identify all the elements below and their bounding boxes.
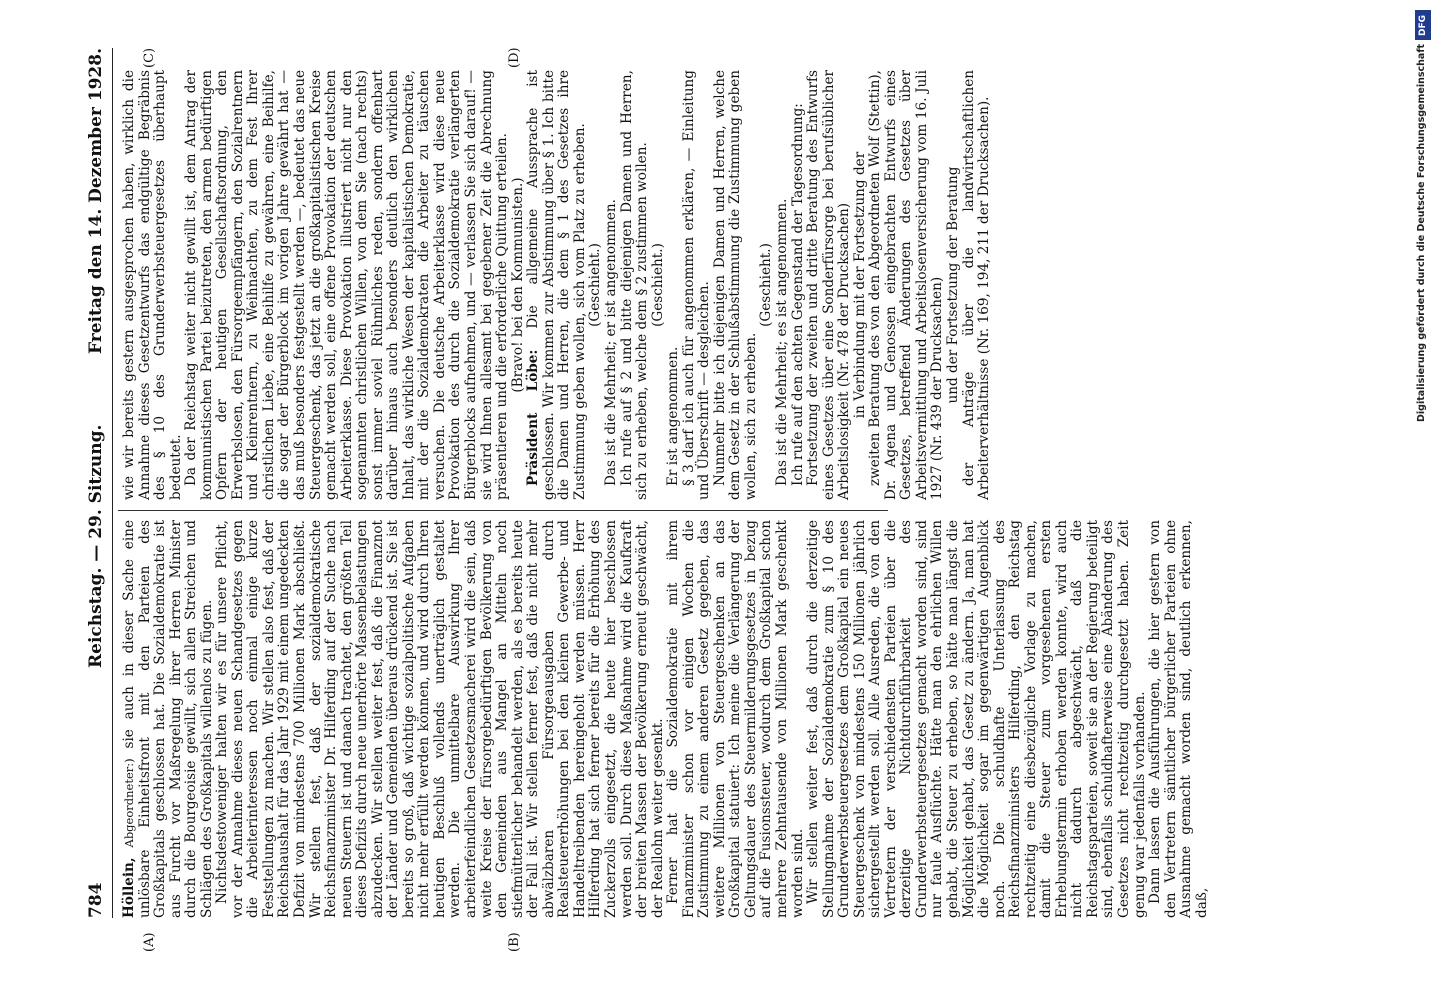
procedure-note-1: (Geschieht.) — [587, 243, 604, 327]
left-paragraph-5: Dann lassen die Ausführungen, die hier gestern von den Vertretern sämtlicher bürgerlicher Parteien ohne Ausnahme gemacht worden sind, deutlich erkennen, daß, — [1147, 520, 1210, 918]
left-column — [121, 520, 1210, 918]
margin-mark-b: (B) — [507, 932, 522, 952]
speaker-name: Höllein, — [121, 857, 137, 918]
page-header — [82, 48, 113, 918]
right-paragraph-1: wie wir bereits gestern ausgesprochen haben, wirklich die Annahme dieses Gesetzentwurfs das endgültige Begräbnis des § 10 des Grunderwerbsteuergesetzes überhaupt bedeutet. — [121, 70, 184, 500]
session-date: Freitag den 14. Dezember 1928. — [86, 48, 106, 354]
speaker-note: Abgeordneter:) — [122, 758, 136, 848]
applause-note: (Bravo! bei den Kommunisten.) — [509, 177, 526, 393]
right-paragraph-13: Das ist die Mehrheit; es ist angenommen. — [773, 198, 790, 486]
dfg-logo-icon: DFG — [1415, 10, 1431, 40]
agenda-item-3: der Anträge über die landwirtschaftlichen Arbeiterverhältnisse (Nr. 169, 194, 211 der Drucksachen). — [960, 70, 993, 500]
right-column — [121, 70, 993, 500]
margin-mark-c: (C) — [142, 47, 157, 68]
left-paragraph-1 — [122, 520, 215, 918]
left-paragraph-2: Nichtsdestoweniger halten wir es für unsere Pflicht, vor der Annahme dieses neuen Schandgesetzes gegen die Arbeiterinteressen noch einmal einige kurze Feststellungen zu machen. Wir stellen also fest, daß der Reichshaushalt für das Jahr 1929 mit einem ungedeckten Defizit von mindestens 700 Millionen Mark abschließt. Wir stellen fest, daß der sozialdemokratische Reichsfinanzminister Dr. Hilferding auf der Suche nach neuen Steuern ist und danach trachtet, den größten Teil dieses Defizits durch neue unerhörte Massenbelastungen abzudecken. Wir stellen weiter fest, daß die Finanznot der Länder und Gemeinden überaus drückend ist. Sie ist bereits so groß, daß wichtige sozialpolitische Aufgaben nicht mehr erfüllt werden können, und wird durch Ihren heutigen Beschluß vollends unerträglich gestaltet werden. Die unmittelbare Auswirkung Ihrer arbeiterfeindlichen Gesetzesmacherei wird die sein, daß weite Kreise der fürsorgebedürftigen Bevölkerung von den Gemeinden aus Mangel an Mitteln noch stiefmütterlicher behandelt werden, als es bereits heute der Fall ist. Wir stellen ferner fest, daß die nicht mehr abwälzbaren Fürsorgeausgaben durch Realsteuererhöhungen bei den kleinen Gewerbe- und Handeltreibenden hereingeholt werden müssen. Herr Hilferding hat sich ferner bereits für die Erhöhung des Zuckerzolls eingesetzt, die heute hier beschlossen werden soll. Durch diese Maßnahme wird die Kaufkraft der breiten Massen der Bevölkerung erneut geschwächt, der Reallohn weiter gesenkt. — [214, 520, 666, 918]
agenda-connector-1: in Verbindung mit der Fortsetzung der — [851, 151, 868, 419]
right-paragraph-10: § 3 darf ich auch für angenommen erklären, — Einleitung und Überschrift — desgleichen. — [680, 70, 713, 500]
funding-sidebar — [1414, 6, 1432, 426]
session-title: Reichstag. — 29. Sitzung. — [86, 424, 106, 668]
agenda-connector-2: und der Fortsetzung der Beratung — [944, 166, 961, 404]
procedure-note-2: (Geschieht.) — [649, 243, 666, 327]
left-paragraph-4: Wir stellen weiter fest, daß durch die derzeitige Stellungnahme der Sozialdemokratie zum § 10 des Grunderwerbsteuergesetzes dem Großkapital ein neues Steuergeschenk von mindestens 150 Millionen jährlich sichergestellt werden soll. Alle Ausreden, die von den Vertretern der verschiedensten Parteien über die derzeitige Nichtdurchführbarkeit des Grunderwerbsteuergesetzes gemacht worden sind, sind nur faule Ausflüchte. Hätte man den ehrlichen Willen gehabt, die Steuer zu erheben, so hätte man längst die Möglichkeit gehabt, das Gesetz zu ändern. Ja, man hat die Möglichkeit sogar im gegenwärtigen Augenblick noch. Die schuldhafte Unterlassung des Reichsfinanzministers Hilferding, den Reichstag rechtzeitig eine diesbezügliche Vorlage zu machen, damit die Steuer zum vorgesehenen ersten Erhebungstermin erhoben werden konnte, wird auch nicht dadurch abgeschwächt, daß die Reichstagsparteien, soweit sie an der Regierung beteiligt sind, ebenfalls schuldhafterweise eine Abänderung des Gesetzes nicht rechtzeitig durchgesetzt haben. Zeit genug war jedenfalls vorhanden. — [805, 520, 1148, 918]
right-paragraph-9: Er ist angenommen. — [665, 346, 682, 486]
document-page — [82, 48, 1402, 952]
right-paragraph-11: Nunmehr bitte ich diejenigen Damen und Herren, welche dem Gesetz in der Schlußabstimmung die Zustimmung geben wollen, sich zu erheben. — [711, 70, 759, 500]
agenda-item-2: zweiten Beratung des von den Abgeordneten Wolf (Stettin), Dr. Agena und Genossen eingebrachten Entwurfs eines Gesetzes, betreffend Änderungen des Gesetzes über Arbeitsvermittlung und Arbeitslosenversicherung vom 16. Juli 1927 (Nr. 439 der Drucksachen) — [867, 70, 946, 500]
procedure-note-3: (Geschieht.) — [758, 243, 775, 327]
left-paragraph-1-text: sie auch in dieser Sache eine unlösbare Einheitsfront mit den Parteien des Großkapitals geschlossen hat. Die Sozialdemokratie ist aus Furcht vor Maßregelung ihrer Herren Minister durch die Bourgeoisie gewillt, sich allen Streichen und Schlägen des Großkapitals willenlos zu fügen. — [121, 520, 215, 918]
right-paragraph-7: Ich rufe auf § 2 und bitte diejenigen Damen und Herren, sich zu erheben, welche dem § 2 zustimmen wollen. — [618, 70, 651, 500]
funding-notice: Digitalisierung gefördert durch die Deutsche Forschungsgemeinschaft — [1416, 44, 1427, 422]
right-paragraph-2: Da der Reichstag weiter nicht gewillt ist, dem Antrag der kommunistischen Partei beizutreten, den armen bedürftigen Opfern der heutigen Gesellschaftsordnung, den Erwerbslosen, den Fürsorgeempfängern, den Sozialrentnern und Kleinrentnern, zu Weihnachten, zu dem Fest Ihrer christlichen Liebe, eine Beihilfe zu gewähren, eine Beihilfe, die sogar der Bürgerblock im vorigen Jahre gewährt hat — das muß besonders festgestellt werden —, bedeutet das neue Steuergeschenk, das jetzt an die großkapitalistischen Kreise gemacht werden soll, eine offene Provokation der deutschen Arbeiterklasse. Diese Provokation illustriert nicht nur den sogenannten christlichen Willen, von dem Sie (nach rechts) sonst immer soviel Rühmliches reden, sondern offenbart darüber hinaus auch besonders deutlich den wirklichen Inhalt, das wirkliche Wesen der kapitalistischen Demokratie, mit der die Sozialdemokraten die Arbeiter zu täuschen versuchen. Die deutsche Arbeiterklasse wird diese neue Provokation des durch die Sozialdemokratie verlängerten Bürgerblocks aufnehmen, und — verlassen Sie sich darauf! — sie wird Ihnen allesamt bei gegebener Zeit die Abrechnung präsentieren und die erforderliche Quittung erteilen. — [183, 70, 511, 500]
agenda-item-1: Fortsetzung der zweiten und dritte Beratung des Entwurfs eines Gesetzes über eine Sonderfürsorge bei berufsüblicher Arbeitslosigkeit (Nr. 478 der Drucksachen) — [805, 70, 853, 500]
left-paragraph-3: Ferner hat die Sozialdemokratie mit ihrem Finanzminister schon vor einigen Wochen die Zustimmung zu einem anderen Gesetz gegeben, das weitere Millionen von Steuergeschenken an das Großkapital statuiert: Ich meine die Verlängerung der Geltungsdauer des Steuermilderungsgesetzes in bezug auf die Fusionssteuer, wodurch dem Großkapital schon mehrere Zehntausende von Millionen Mark geschenkt worden sind. — [665, 520, 806, 918]
president-text: Die allgemeine Aussprache ist geschlossen. Wir kommen zur Abstimmung über § 1. Ich bitte die Damen und Herren, die dem § 1 des Gesetzes ihre Zustimmung geben wollen, sich vom Platz zu erheben. — [525, 70, 588, 500]
right-paragraph-6: Das ist die Mehrheit; er ist angenommen. — [602, 199, 619, 486]
margin-mark-d: (D) — [507, 47, 522, 68]
page-number: 784 — [86, 882, 106, 918]
column-divider — [118, 510, 888, 511]
right-paragraph-14: Ich rufe auf den achten Gegenstand der Tagesordnung: — [789, 103, 806, 486]
president-statement — [526, 70, 588, 500]
margin-mark-a: (A) — [142, 932, 157, 952]
president-name: Präsident Löbe: — [525, 349, 542, 486]
